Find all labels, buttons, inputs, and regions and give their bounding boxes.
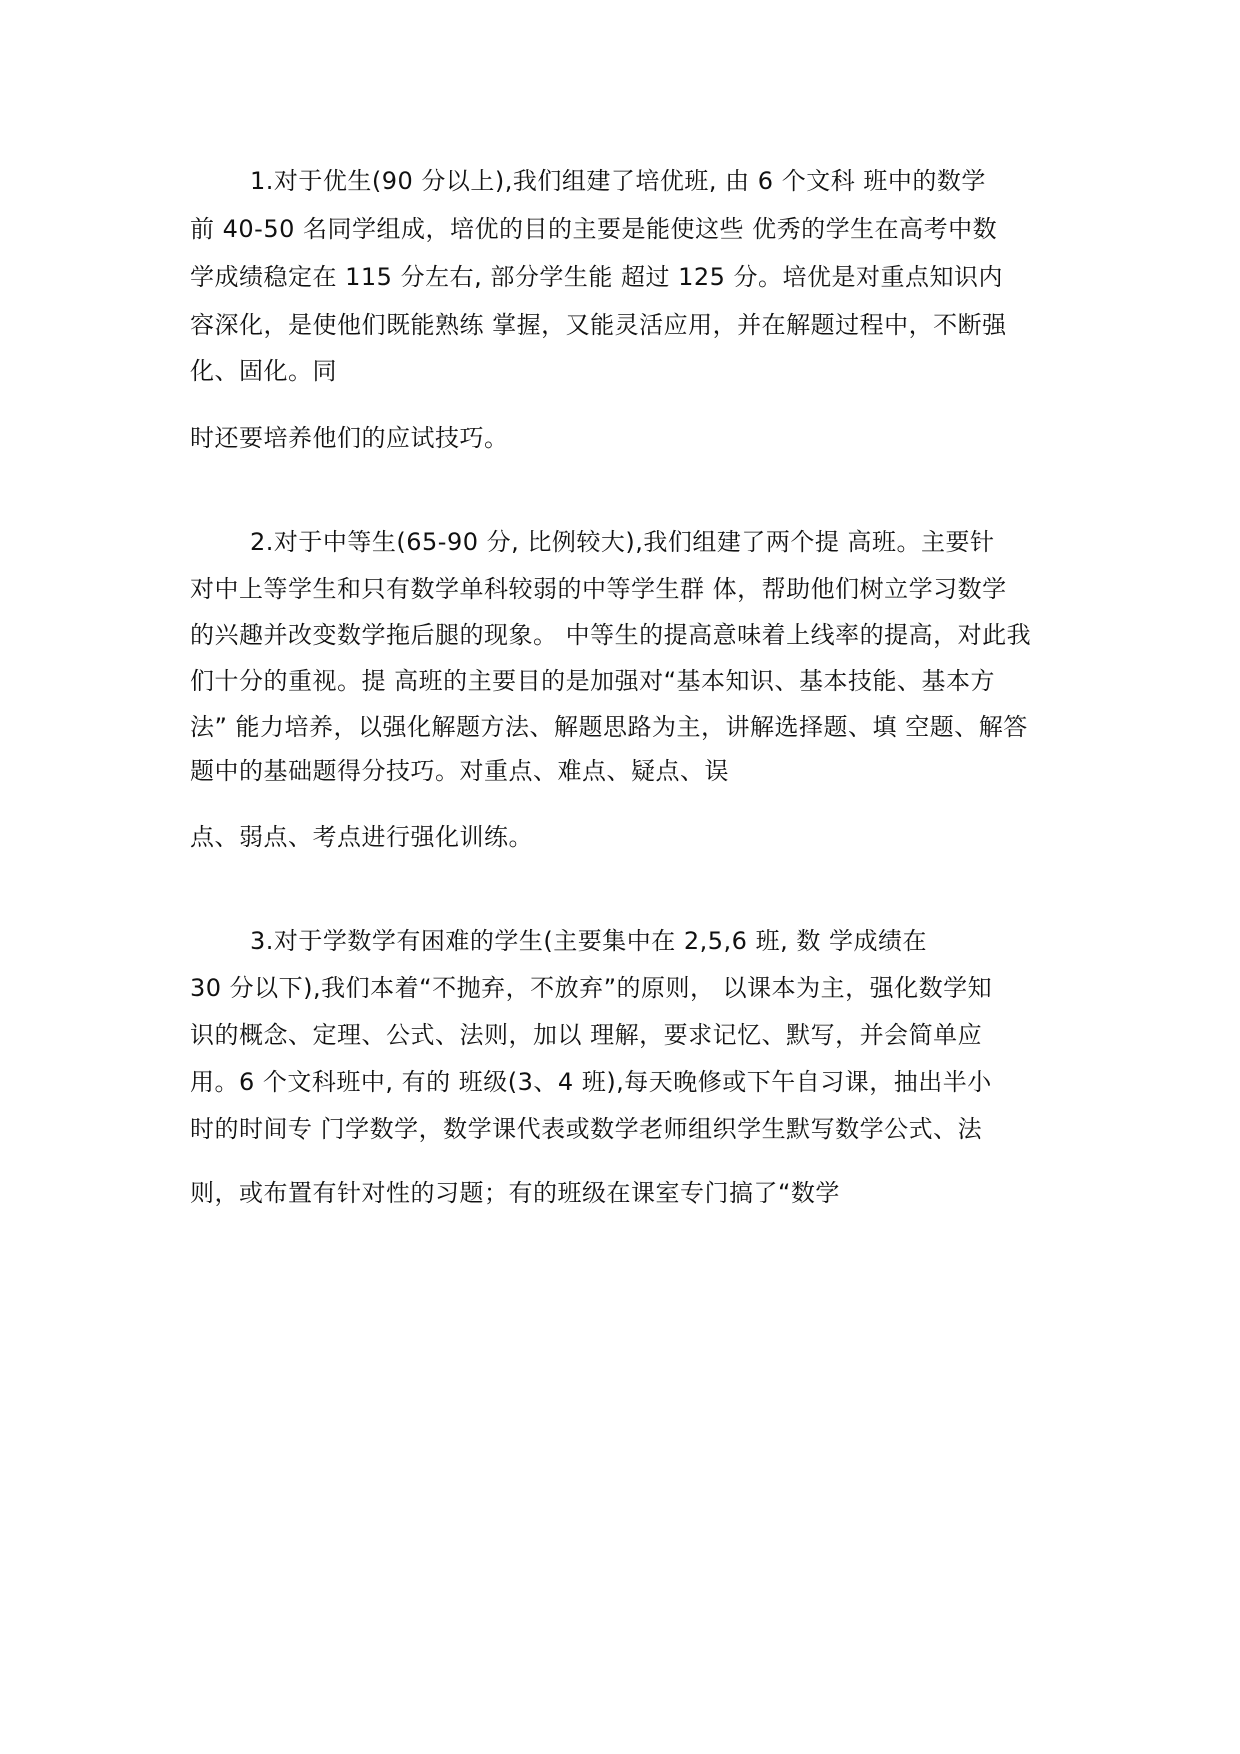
- paragraph-2-line-1: 2.对于中等生(65-90 分, 比例较大),我们组建了两个提 高班。主要针: [250, 528, 995, 556]
- paragraph-3-line-6: 则，或布置有针对性的习题；有的班级在课室专门搞了“数学: [190, 1179, 840, 1207]
- paragraph-2-line-4: 们十分的重视。提 高班的主要目的是加强对“基本知识、基本技能、基本方: [190, 667, 996, 695]
- paragraph-3-line-5: 时的时间专 门学数学，数学课代表或数学老师组织学生默写数学公式、法: [190, 1115, 983, 1143]
- paragraph-2-line-2: 对中上等学生和只有数学单科较弱的中等学生群 体，帮助他们树立学习数学: [190, 575, 1007, 603]
- paragraph-1-line-4: 容深化，是使他们既能熟练 掌握，又能灵活应用，并在解题过程中，不断强: [190, 311, 1007, 339]
- paragraph-3-line-3: 识的概念、定理、公式、法则，加以 理解，要求记忆、默写，并会简单应: [190, 1021, 983, 1049]
- paragraph-1-line-5: 化、固化。同: [190, 357, 337, 385]
- paragraph-1-line-6: 时还要培养他们的应试技巧。: [190, 424, 509, 452]
- paragraph-3-line-1: 3.对于学数学有困难的学生(主要集中在 2,5,6 班, 数 学成绩在: [250, 927, 927, 955]
- paragraph-3-line-2: 30 分以下),我们本着“不抛弃，不放弃”的原则， 以课本为主，强化数学知: [190, 974, 993, 1002]
- paragraph-1-line-2: 前 40-50 名同学组成，培优的目的主要是能使这些 优秀的学生在高考中数: [190, 215, 998, 243]
- paragraph-2-line-3: 的兴趣并改变数学拖后腿的现象。 中等生的提高意味着上线率的提高，对此我: [190, 621, 1032, 649]
- paragraph-2-line-6: 题中的基础题得分技巧。对重点、难点、疑点、误: [190, 757, 729, 785]
- paragraph-1-line-1: 1.对于优生(90 分以上),我们组建了培优班, 由 6 个文科 班中的数学: [250, 167, 986, 195]
- paragraph-3-line-4: 用。6 个文科班中, 有的 班级(3、4 班),每天晚修或下午自习课，抽出半小: [190, 1068, 992, 1096]
- paragraph-2-line-7: 点、弱点、考点进行强化训练。: [190, 823, 533, 851]
- paragraph-2-line-5: 法” 能力培养，以强化解题方法、解题思路为主，讲解选择题、填 空题、解答: [190, 713, 1028, 741]
- paragraph-1-line-3: 学成绩稳定在 115 分左右, 部分学生能 超过 125 分。培优是对重点知识内: [190, 263, 1004, 291]
